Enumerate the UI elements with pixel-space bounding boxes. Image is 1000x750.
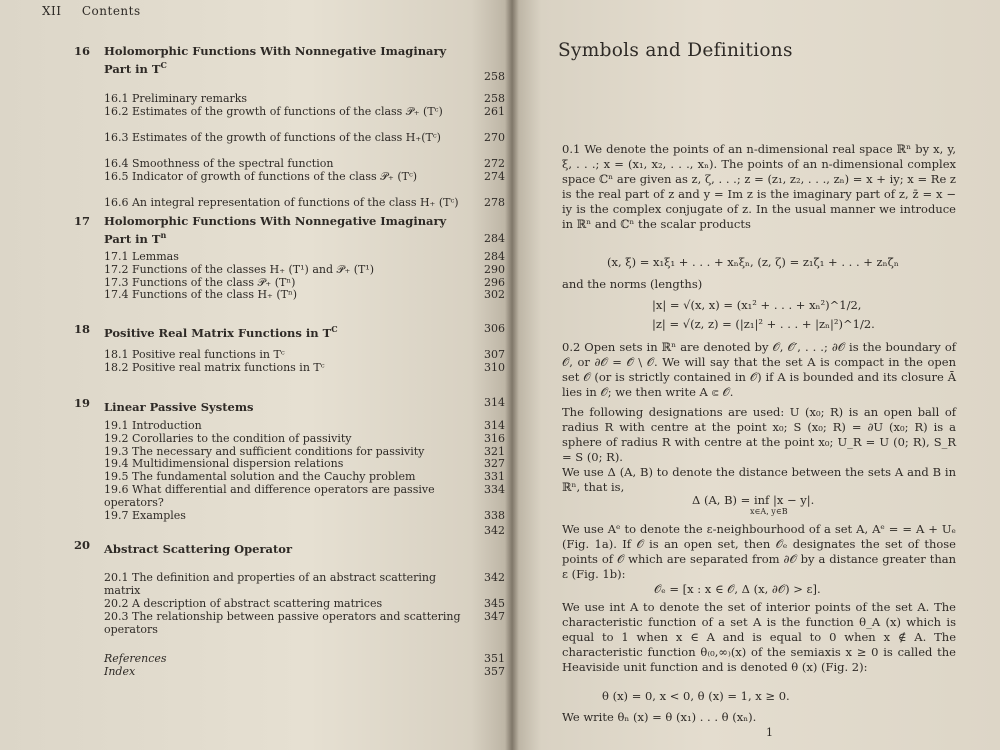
toc-chapter-title-text: Abstract Scattering Operator [104, 541, 293, 556]
toc-chapter-title [104, 214, 474, 246]
toc-chapter-title [104, 44, 474, 76]
equation-norm-x: |x| = √(x, x) = (x₁² + . . . + xₙ²)^1/2, [652, 298, 862, 312]
toc-section-page: 278 [484, 195, 505, 209]
toc-chapter-page: 306 [484, 322, 505, 335]
toc-chapter-superscript: C [331, 324, 338, 334]
toc-section-title: 20.2 A description of abstract scattering matrices [104, 597, 383, 610]
paragraph-theta-n: We write θₙ (x) = θ (x₁) . . . θ (xₙ). [562, 710, 757, 724]
paragraph-neighbourhood: We use Aᵉ to denote the ε-neighbourhood of a set A, Aᵉ = = A + Uₑ (Fig. 1a). If 𝒪 is an open set, then 𝒪ₑ designates the set of those points of 𝒪 which are separated from ∂𝒪 by a distance greater than ε (Fig. 1b): [562, 522, 956, 581]
toc-section-page: 290 [484, 262, 505, 276]
toc-section [104, 348, 505, 361]
paragraph-0-2: 0.2 Open sets in ℝⁿ are denoted by 𝒪, 𝒪′, . . .; ∂𝒪 is the boundary of 𝒪, or ∂𝒪 = 𝒪̄ \ 𝒪. We will say that the set A is compact in the open set 𝒪 (or is strictly contained in 𝒪) if A is bounded and its closure Ā lies in 𝒪; we then write A ⋐ 𝒪. [562, 340, 956, 399]
toc-section [104, 262, 505, 276]
header-title: Contents [81, 4, 141, 18]
toc-section-title: 17.4 Functions of the class H₊ (Tⁿ) [104, 288, 298, 302]
toc-section-page: 327 [484, 457, 505, 471]
toc-section-page: 316 [484, 431, 505, 445]
toc-section [104, 360, 505, 374]
toc-chapter-title-text: Holomorphic Functions With Nonnegative Imaginary Part in T [104, 214, 447, 246]
toc-section [104, 457, 505, 471]
toc-section [104, 431, 505, 445]
toc-chapter-number: 20 [74, 538, 91, 552]
toc-section-title: 18.2 Positive real matrix functions in Tᶜ [104, 360, 325, 374]
toc-section-page: 258 [484, 92, 505, 105]
equation-scalar-products: (x, ξ) = x₁ξ₁ + . . . + xₙξₙ, (z, ζ) = z₁ζ̄₁ + . . . + zₙζ̄ₙ [607, 255, 899, 269]
toc-chapter-title-text: Positive Real Matrix Functions in T [104, 325, 332, 340]
toc-section-page: 314 [484, 419, 505, 432]
toc-chapter-title [104, 396, 474, 414]
equation-distance-subscript: x∈A, y∈B [750, 507, 788, 516]
toc-section [104, 419, 505, 432]
toc-section [104, 509, 505, 522]
toc-section-title: 19.1 Introduction [104, 419, 202, 432]
toc-section [104, 104, 505, 118]
toc-section-title: 19.3 The necessary and sufficient conditions for passivity [104, 444, 425, 458]
paragraph-designations: The following designations are used: U (x₀; R) is an open ball of radius R with centre at the point x₀; S (x₀; R) = ∂U (x₀; R) is a sphere of radius R with centre at the point x₀; U_R = U (0; R), S_R = S (0; R). [562, 405, 956, 464]
running-header [42, 4, 157, 18]
toc-section-page: 331 [484, 470, 505, 484]
toc-section [104, 275, 505, 289]
toc-back-matter [104, 652, 167, 665]
toc-section-page: 334 [484, 483, 505, 496]
toc-section-title: 17.2 Functions of the classes H₊ (T¹) and 𝒫₊ (T¹) [104, 262, 375, 276]
toc-chapter-title-text: Linear Passive Systems [104, 399, 254, 414]
toc-chapter-title [104, 322, 474, 340]
toc-section-title: 17.1 Lemmas [104, 250, 179, 263]
toc-section-page: 261 [484, 104, 505, 118]
equation-distance: Δ (A, B) = inf |x − y|. [692, 493, 815, 507]
toc-chapter-number: 18 [74, 322, 91, 336]
book-gutter [505, 0, 519, 750]
equation-norm-z: |z| = √(z, z) = (|z₁|² + . . . + |zₙ|²)^1/2. [652, 317, 875, 331]
toc-back-matter-page: 357 [484, 665, 505, 678]
toc-section [104, 250, 505, 263]
paragraph-0-1: 0.1 We denote the points of an n-dimensional real space ℝⁿ by x, y, ξ, . . .; x = (x₁, x₂, . . ., xₙ). The points of an n-dimensional complex space ℂⁿ are given as z, ζ, . . .; z = (z₁, z₂, . . ., zₙ) = x + iy; x = Re z is the real part of z and y = Im z is the imaginary part of z, z̄ = x − iy is the complex conjugate of z. In the usual manner we introduce in ℝⁿ and ℂⁿ the scalar products [562, 142, 956, 231]
toc-section-title: 20.3 The relationship between passive operators and scattering operators [104, 609, 461, 636]
toc-section-title: 20.1 The definition and properties of an abstract scattering matrix [104, 571, 437, 597]
page-title: Symbols and Definitions [558, 40, 793, 61]
toc-section [104, 156, 505, 170]
paragraph-characteristic: We use int A to denote the set of interior points of the set A. The characteristic function of a set A is the function θ_A (x) which is equal to 1 when x ∈ A and is equal to 0 when x ∉ A. The characteristic function θ₍₀,∞₎(x) of the semiaxis x ≥ 0 is called the Heaviside unit function and is denoted θ (x) (Fig. 2): [562, 600, 956, 674]
toc-chapter-number: 17 [74, 214, 91, 228]
toc-section-title: 19.6 What differential and difference operators are passive operators? [104, 483, 435, 509]
toc-back-matter-title: Index [104, 665, 136, 678]
toc-section-title: 19.2 Corollaries to the condition of passivity [104, 431, 352, 445]
toc-chapter-number: 16 [74, 44, 91, 58]
toc-section-title: 16.4 Smoothness of the spectral function [104, 156, 334, 170]
header-roman: XII [42, 4, 62, 18]
toc-section-title: 16.2 Estimates of the growth of functions of the class 𝒫₊ (Tᶜ) [104, 104, 443, 118]
toc-section-page: 274 [484, 169, 505, 183]
toc-section [104, 169, 505, 183]
toc-section-page: 284 [484, 250, 505, 263]
toc-section [104, 92, 505, 105]
toc-section-title: 16.3 Estimates of the growth of functions of the class H₊(Tᶜ) [104, 130, 441, 144]
toc-section [104, 571, 505, 597]
toc-back-matter [104, 665, 135, 678]
toc-chapter-page: 342 [484, 524, 505, 537]
toc-section [104, 130, 505, 144]
toc-section-page: 338 [484, 509, 505, 522]
toc-section [104, 288, 505, 302]
toc-section-page: 321 [484, 444, 505, 458]
toc-section-page: 270 [484, 130, 505, 144]
toc-section [104, 483, 505, 509]
toc-section-title: 19.7 Examples [104, 509, 186, 522]
toc-section [104, 195, 505, 209]
right-page-symbols [512, 0, 1000, 750]
toc-chapter-superscript: C [160, 60, 167, 70]
toc-section-page: 345 [484, 597, 505, 610]
toc-section-page: 302 [484, 288, 505, 302]
toc-section-title: 17.3 Functions of the class 𝒫₊ (Tⁿ) [104, 275, 296, 289]
toc-section [104, 470, 505, 484]
toc-section-page: 272 [484, 156, 505, 170]
toc-chapter-title [104, 538, 474, 556]
toc-section-title: 19.5 The fundamental solution and the Cauchy problem [104, 470, 416, 484]
toc-chapter-page: 258 [484, 70, 505, 83]
toc-section-page: 296 [484, 275, 505, 289]
toc-chapter-number: 19 [74, 396, 91, 410]
paragraph-norms: and the norms (lengths) [562, 277, 703, 291]
toc-section [104, 444, 505, 458]
toc-section [104, 609, 505, 636]
toc-section-title: 16.6 An integral representation of functions of the class H₊ (Tᶜ) [104, 195, 459, 209]
equation-o-epsilon: 𝒪ₑ = [x : x ∈ 𝒪, Δ (x, ∂𝒪) > ε]. [654, 582, 821, 596]
toc-section [104, 597, 505, 610]
toc-chapter-title-text: Holomorphic Functions With Nonnegative Imaginary Part in T [104, 44, 447, 76]
toc-section-title: 19.4 Multidimensional dispersion relations [104, 457, 344, 471]
toc-section-page: 307 [484, 348, 505, 361]
toc-section-title: 16.5 Indicator of growth of functions of the class 𝒫₊ (Tᶜ) [104, 169, 418, 183]
page-number: 1 [766, 726, 773, 739]
toc-section-page: 342 [484, 571, 505, 584]
toc-chapter-page: 314 [484, 396, 505, 409]
toc-section-page: 347 [484, 609, 505, 623]
toc-section-title: 16.1 Preliminary remarks [104, 92, 248, 105]
toc-back-matter-page: 351 [484, 652, 505, 665]
toc-section-page: 310 [484, 360, 505, 374]
equation-heaviside: θ (x) = 0, x < 0, θ (x) = 1, x ≥ 0. [602, 689, 790, 703]
paragraph-distance: We use Δ (A, B) to denote the distance between the sets A and B in ℝⁿ, that is, [562, 465, 956, 494]
toc-back-matter-title: References [104, 652, 167, 665]
toc-section-title: 18.1 Positive real functions in Tᶜ [104, 348, 285, 361]
toc-chapter-page: 284 [484, 232, 505, 245]
toc-chapter-superscript: n [160, 230, 167, 240]
